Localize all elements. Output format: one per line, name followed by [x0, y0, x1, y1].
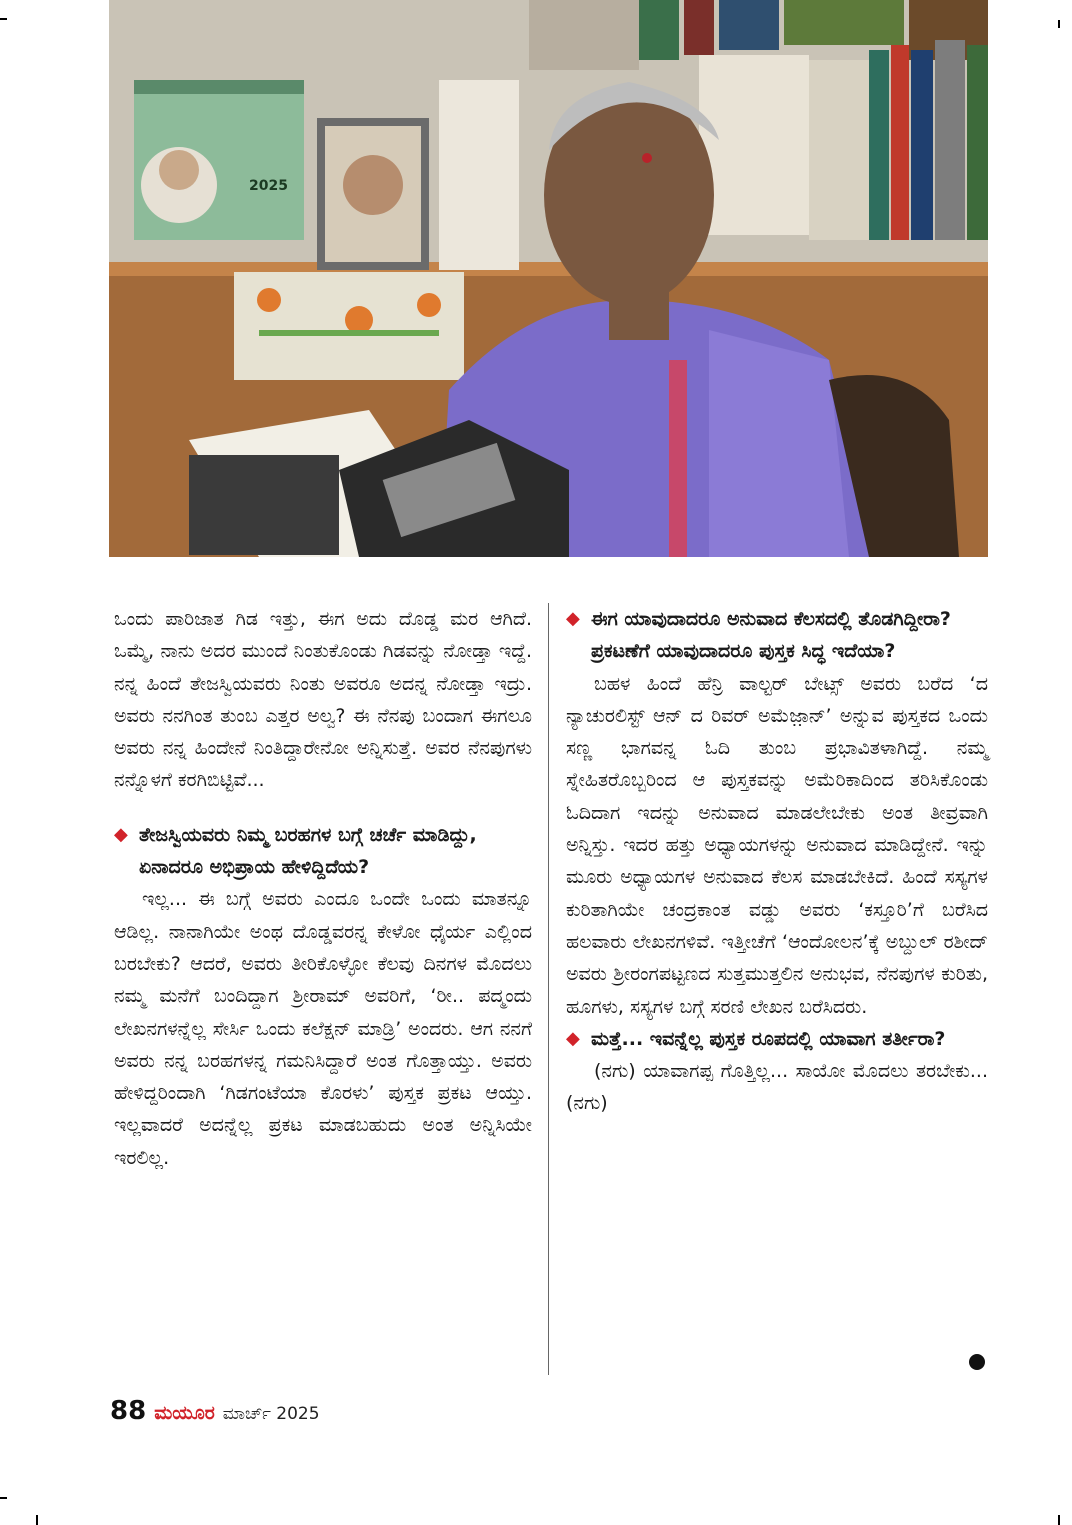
page-footer: [110, 1396, 320, 1428]
question-3-text: ಮತ್ತೆ... ಇವನ್ನೆಲ್ಲ ಪುಸ್ತಕ ರೂಪದಲ್ಲಿ ಯಾವಾಗ ತರ್ತೀರಾ?: [591, 1027, 946, 1050]
answer-3: (ನಗು) ಯಾವಾಗಪ್ಪ ಗೊತ್ತಿಲ್ಲ... ಸಾಯೋ ಮೊದಲು ತರಬೇಕು... (ನಗು): [566, 1060, 988, 1115]
question-2-text: ಈಗ ಯಾವುದಾದರೂ ಅನುವಾದ ಕೆಲಸದಲ್ಲಿ ತೊಡಗಿದ್ದೀರಾ? ಪ್ರಕಟಣೆಗೆ ಯಾವುದಾದರೂ ಪುಸ್ತಕ ಸಿದ್ಧ ಇದೆಯಾ?: [591, 608, 951, 663]
answer-1: ಇಲ್ಲ... ಈ ಬಗ್ಗೆ ಅವರು ಎಂದೂ ಒಂದೇ ಒಂದು ಮಾತನ್ನೂ ಆಡಿಲ್ಲ. ನಾನಾಗಿಯೇ ಅಂಥ ದೊಡ್ಡವರನ್ನ ಕೇಳೋ ಧೈರ್ಯ ಎಲ್ಲಿಂದ ಬರಬೇಕು? ಆದರೆ, ಅವರು ತೀರಿಕೊಳ್ಳೋ ಕೆಲವು ದಿನಗಳ ಮೊದಲು ನಮ್ಮ ಮನೆಗೆ ಬಂದಿದ್ದಾಗ ಶ್ರೀರಾಮ್ ಅವರಿಗೆ, ‘ರೀ.. ಪದ್ಮಂದು ಲೇಖನಗಳನ್ನೆಲ್ಲ ಸೇರ್ಸಿ ಒಂದು ಕಲೆಕ್ಷನ್ ಮಾಡ್ರಿ’ ಅಂದರು. ಆಗ ನನಗೆ ಅವರು ನನ್ನ ಬರಹಗಳನ್ನ ಗಮನಿಸಿದ್ದಾರೆ ಅಂತ ಗೊತ್ತಾಯ್ತು. ಅವರು ಹೇಳಿದ್ದರಿಂದಾಗಿ ‘ಗಿಡಗಂಟೆಯಾ ಕೊರಳು’ ಪುಸ್ತಕ ಪ್ರಕಟ ಆಯ್ತು. ಇಲ್ಲವಾದರೆ ಅದನ್ನೆಲ್ಲ ಪ್ರಕಟ ಮಾಡಬಹುದು ಅಂತ ಅನ್ನಿಸಿಯೇ ಇರಲಿಲ್ಲ.: [114, 888, 532, 1169]
article-photo: [109, 0, 988, 557]
diamond-bullet-icon: ◆: [566, 608, 580, 629]
column-divider: [548, 603, 549, 1375]
desk-calendar: [134, 80, 304, 240]
question-3: [566, 1023, 988, 1055]
intro-paragraph: ಒಂದು ಪಾರಿಜಾತ ಗಿಡ ಇತ್ತು, ಈಗ ಅದು ದೊಡ್ಡ ಮರ ಆಗಿದೆ. ಒಮ್ಮೆ, ನಾನು ಅದರ ಮುಂದೆ ನಿಂತುಕೊಂಡು ಗಿಡವನ್ನು ನೋಡ್ತಾ ಇದ್ದೆ. ನನ್ನ ಹಿಂದೆ ತೇಜಸ್ವಿಯವರು ನಿಂತು ಅವರೂ ಅದನ್ನ ನೋಡ್ತಾ ಇದ್ರು. ಅವರು ನನಗಿಂತ ತುಂಬ ಎತ್ತರ ಅಲ್ವ? ಈ ನೆನಪು ಬಂದಾಗ ಈಗಲೂ ಅವರು ನನ್ನ ಹಿಂದೇನೆ ನಿಂತಿದ್ದಾರೇನೋ ಅನ್ನಿಸುತ್ತೆ. ಅವರ ನೆನಪುಗಳು ನನ್ನೊಳಗೆ ಕರಗಿಬಿಟ್ಟಿವೆ...: [114, 608, 532, 792]
right-column: [566, 603, 988, 1120]
crop-mark-bottom-left: [0, 1497, 7, 1499]
crop-mark-top-left: [0, 18, 7, 20]
answer-2: ಬಹಳ ಹಿಂದೆ ಹೆನ್ರಿ ವಾಲ್ಟರ್ ಬೇಟ್ಸ್ ಅವರು ಬರೆದ ‘ದ ನ್ಯಾಚುರಲಿಸ್ಟ್ ಆನ್ ದ ರಿವರ್ ಅಮೆಜ಼ಾನ್’ ಅನ್ನುವ ಪುಸ್ತಕದ ಒಂದು ಸಣ್ಣ ಭಾಗವನ್ನ ಓದಿ ತುಂಬ ಪ್ರಭಾವಿತಳಾಗಿದ್ದೆ. ನಮ್ಮ ಸ್ನೇಹಿತರೊಬ್ಬರಿಂದ ಆ ಪುಸ್ತಕವನ್ನು ಅಮೆರಿಕಾದಿಂದ ತರಿಸಿಕೊಂಡು ಓದಿದಾಗ ಇದನ್ನು ಅನುವಾದ ಮಾಡಲೇಬೇಕು ಅಂತ ತೀವ್ರವಾಗಿ ಅನ್ನಿಸ್ತು. ಇದರ ಹತ್ತು ಅಧ್ಯಾಯಗಳನ್ನು ಅನುವಾದ ಮಾಡಿದ್ದೇನೆ. ಇನ್ನು ಮೂರು ಅಧ್ಯಾಯಗಳ ಅನುವಾದ ಕೆಲಸ ಮಾಡಬೇಕಿದೆ. ಹಿಂದೆ ಸಸ್ಯಗಳ ಕುರಿತಾಗಿಯೇ ಚಂದ್ರಕಾಂತ ವಡ್ಡು ಅವರು ‘ಕಸ್ತೂರಿ’ಗೆ ಬರೆಸಿದ ಹಲವಾರು ಲೇಖನಗಳಿವೆ. ಇತ್ತೀಚೆಗೆ ‘ಆಂದೋಲನ’ಕ್ಕೆ ಅಬ್ದುಲ್ ರಶೀದ್ ಅವರು ಶ್ರೀರಂಗಪಟ್ಟಣದ ಸುತ್ತಮುತ್ತಲಿನ ಅನುಭವ, ನೆನಪುಗಳ ಕುರಿತು, ಹೂಗಳು, ಸಸ್ಯಗಳ ಬಗ್ಗೆ ಸರಣಿ ಲೇಖನ ಬರೆಸಿದರು.: [566, 672, 988, 1018]
framed-portrait: [317, 118, 429, 270]
crop-mark-bottom-right: [1058, 1515, 1060, 1525]
end-of-article-dot-icon: [969, 1354, 985, 1370]
issue-date: ಮಾರ್ಚ್ 2025: [222, 1404, 320, 1424]
photo-illustration: [109, 0, 988, 557]
spacer: [114, 797, 532, 819]
crop-mark-bottom-left-v: [36, 1515, 38, 1525]
question-1: [114, 819, 532, 884]
left-column: [114, 603, 532, 1174]
question-2: [566, 603, 988, 668]
page-number: 88: [110, 1396, 147, 1426]
diamond-bullet-icon: ◆: [114, 823, 128, 845]
magazine-name: ಮಯೂರ: [154, 1402, 215, 1424]
diamond-bullet-icon: ◆: [566, 1027, 580, 1049]
embroidered-cloth: [234, 272, 464, 380]
calendar-year: 2025: [249, 178, 288, 194]
crop-mark-top-right: [1058, 20, 1060, 28]
question-1-text: ತೇಜಸ್ವಿಯವರು ನಿಮ್ಮ ಬರಹಗಳ ಬಗ್ಗೆ ಚರ್ಚೆ ಮಾಡಿದ್ದು, ಏನಾದರೂ ಅಭಿಪ್ರಾಯ ಹೇಳಿದ್ದಿದೆಯ?: [139, 823, 477, 879]
